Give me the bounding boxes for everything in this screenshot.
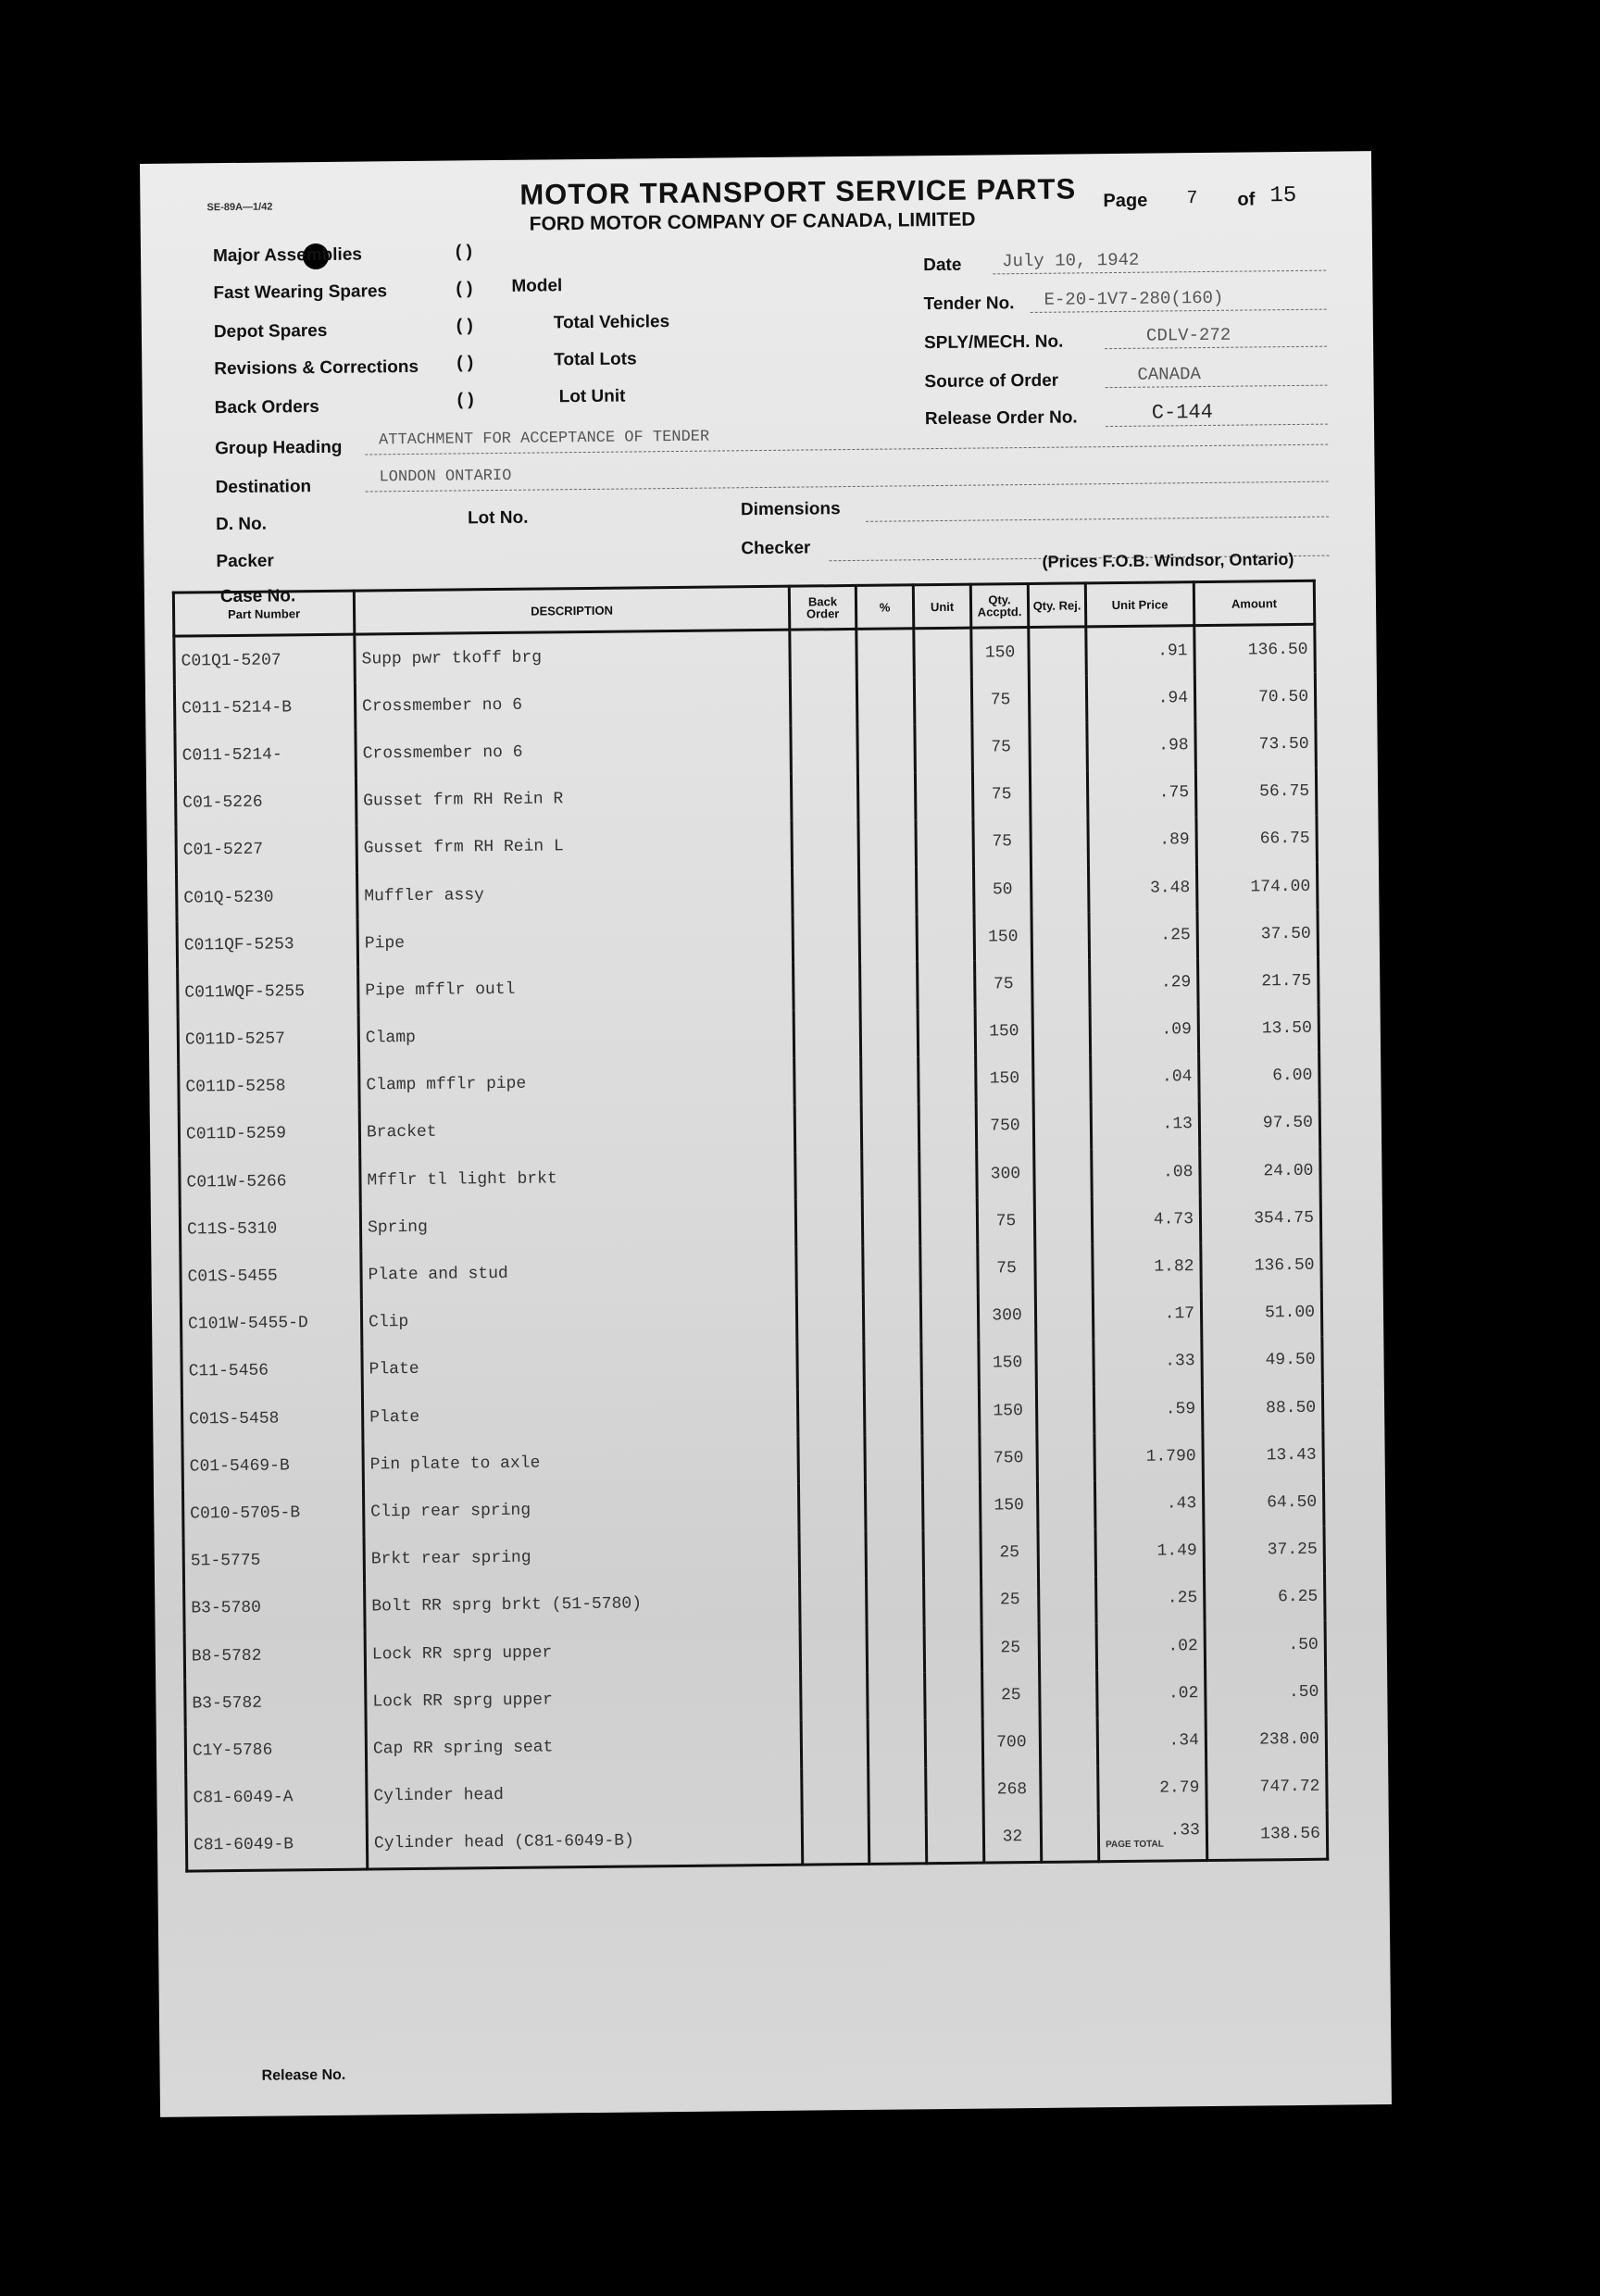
part-number-cell: C011D-5259 — [179, 1109, 360, 1158]
back-order-cell — [792, 867, 859, 916]
part-number-cell: C11S-5310 — [180, 1204, 361, 1254]
qty-rejected-cell — [1035, 1292, 1094, 1340]
part-number-cell: C01S-5458 — [181, 1394, 363, 1443]
amount-cell: .50 — [1205, 1621, 1326, 1670]
qty-accepted-cell: 75 — [975, 960, 1033, 1008]
prices-note: (Prices F.O.B. Windsor, Ontario) — [1042, 549, 1294, 571]
qty-accepted-cell: 300 — [977, 1150, 1035, 1198]
source-of-order-value: CANADA — [1137, 364, 1201, 385]
unit-price-cell: .25 — [1096, 1575, 1206, 1623]
unit-price-cell: .25 — [1089, 911, 1198, 959]
back-order-cell — [801, 1720, 869, 1768]
back-order-cell — [791, 725, 858, 773]
amount-cell: 13.43 — [1203, 1431, 1324, 1480]
back-order-cell — [794, 1009, 861, 1057]
back-order-cell — [798, 1436, 866, 1484]
tender-label: Tender No. — [923, 293, 1015, 315]
back-order-cell — [793, 915, 860, 963]
qty-accepted-cell: 25 — [982, 1671, 1041, 1719]
unit-cell — [926, 1814, 984, 1863]
form-sheet — [140, 151, 1392, 2117]
qty-accepted-cell: 750 — [976, 1103, 1034, 1151]
category-mark: ( ) — [456, 353, 474, 373]
back-order-cell — [797, 1341, 865, 1390]
sply-mech-value: CDLV-272 — [1145, 324, 1231, 346]
percent-cell — [867, 1625, 925, 1673]
qty-accepted-cell: 300 — [978, 1292, 1036, 1341]
unit-cell — [918, 1008, 976, 1056]
case-no-label: Case No. — [219, 586, 296, 607]
qty-rejected-cell — [1040, 1718, 1098, 1766]
qty-accepted-cell: 75 — [972, 771, 1031, 819]
unit-cell — [916, 867, 974, 915]
unit-price-cell: 3.48 — [1088, 864, 1197, 912]
category-mark: ( ) — [456, 279, 473, 299]
qty-rejected-cell — [1038, 1529, 1096, 1577]
qty-accepted-cell: 150 — [979, 1340, 1037, 1388]
description-cell: Cap RR spring seat — [366, 1721, 802, 1773]
unit-price-cell: .91 — [1086, 626, 1195, 676]
percent-cell — [858, 819, 917, 867]
unit-price-cell: .08 — [1092, 1148, 1201, 1196]
percent-cell — [864, 1341, 922, 1389]
amount-cell: 70.50 — [1194, 673, 1316, 722]
qty-accepted-cell: 700 — [982, 1718, 1041, 1766]
percent-cell — [869, 1767, 927, 1816]
description-cell: Lock RR sprg upper — [366, 1674, 802, 1726]
part-number-cell: C01Q1-5207 — [174, 634, 356, 685]
percent-cell — [857, 772, 916, 820]
description-cell: Clip rear spring — [363, 1484, 799, 1536]
page-label: Page — [1103, 190, 1148, 212]
description-cell: Gusset frm RH Rein R — [356, 773, 792, 825]
description-cell: Lock RR sprg upper — [365, 1627, 801, 1678]
description-cell: Clamp — [358, 1010, 794, 1062]
unit-cell — [924, 1625, 982, 1673]
qty-accepted-cell: 75 — [972, 723, 1031, 771]
unit-price-cell: .59 — [1094, 1385, 1203, 1433]
amount-cell: 6.00 — [1199, 1052, 1320, 1101]
description-cell: Pipe — [357, 916, 794, 967]
part-number-cell: C01Q-5230 — [177, 873, 358, 922]
qty-accepted-cell: 25 — [981, 1624, 1040, 1672]
description-cell: Plate — [362, 1390, 798, 1441]
qty-accepted-cell: 50 — [973, 866, 1031, 914]
category-mark: ( ) — [455, 242, 473, 262]
total-lots-label: Total Lots — [554, 349, 637, 370]
description-cell: Cylinder head (C81-6049-B) — [367, 1816, 803, 1869]
category-revisions: Revisions & Corrections — [214, 356, 419, 380]
destination-label: Destination — [215, 477, 312, 498]
col-back-order: Back Order — [789, 585, 856, 630]
total-vehicles-label: Total Vehicles — [553, 312, 670, 333]
percent-cell — [868, 1720, 926, 1768]
back-order-cell — [798, 1483, 866, 1531]
unit-cell — [921, 1340, 980, 1388]
part-number-cell: C81-6049-A — [186, 1773, 368, 1822]
parts-table — [172, 580, 1329, 1873]
sply-mech-label: SPLY/MECH. No. — [923, 331, 1064, 354]
unit-price-cell: .04 — [1091, 1054, 1200, 1102]
category-mark: ( ) — [456, 316, 473, 336]
percent-cell — [859, 914, 918, 962]
percent-cell — [863, 1293, 921, 1341]
unit-cell — [921, 1388, 980, 1436]
percent-cell — [866, 1530, 924, 1578]
qty-accepted-cell: 75 — [971, 676, 1030, 724]
category-major-assemblies: Major Assemblies — [212, 244, 363, 267]
unit-cell — [915, 771, 973, 819]
destination-value: LONDON ONTARIO — [379, 467, 512, 487]
part-number-cell: B8-5782 — [184, 1631, 366, 1680]
of-label: of — [1237, 189, 1256, 210]
amount-cell: 37.50 — [1197, 910, 1319, 959]
unit-price-cell: 1.82 — [1093, 1243, 1202, 1292]
description-cell: Crossmember no 6 — [355, 679, 791, 730]
description-cell: Clamp mfflr pipe — [359, 1057, 795, 1109]
amount-cell: 66.75 — [1196, 816, 1318, 865]
unit-cell — [925, 1672, 983, 1720]
category-depot-spares: Depot Spares — [213, 320, 328, 343]
unit-price-cell: .02 — [1097, 1669, 1206, 1717]
qty-accepted-cell: 150 — [971, 627, 1030, 676]
percent-cell — [856, 629, 915, 678]
qty-rejected-cell — [1032, 1007, 1091, 1055]
col-part-number: Part Number — [173, 591, 354, 636]
qty-accepted-cell: 150 — [976, 1055, 1034, 1104]
percent-cell — [867, 1578, 925, 1626]
qty-rejected-cell — [1034, 1197, 1093, 1245]
percent-cell — [857, 725, 916, 773]
amount-cell: 37.25 — [1204, 1526, 1325, 1575]
unit-price-cell: .02 — [1096, 1622, 1206, 1670]
qty-rejected-cell — [1030, 770, 1088, 818]
unit-price-cell: 1.790 — [1094, 1432, 1204, 1480]
col-description: DESCRIPTION — [354, 586, 789, 634]
unit-cell — [925, 1719, 983, 1767]
qty-rejected-cell — [1041, 1766, 1099, 1814]
percent-cell — [864, 1388, 922, 1436]
qty-accepted-cell: 150 — [979, 1387, 1037, 1435]
lot-unit-label: Lot Unit — [558, 386, 626, 407]
part-number-cell: C81-6049-B — [186, 1820, 368, 1871]
amount-cell: 88.50 — [1202, 1384, 1323, 1433]
percent-cell — [858, 867, 917, 915]
amount-cell: 73.50 — [1195, 720, 1317, 769]
part-number-cell: C011-5214-B — [174, 683, 356, 732]
amount-cell: 97.50 — [1199, 1100, 1320, 1149]
description-cell: Brkt rear spring — [364, 1531, 800, 1583]
unit-cell — [917, 914, 975, 962]
unit-price-cell: .98 — [1087, 721, 1196, 769]
back-order-cell — [801, 1673, 869, 1721]
qty-rejected-cell — [1040, 1670, 1098, 1718]
description-cell: Bracket — [359, 1105, 795, 1157]
unit-cell — [919, 1151, 978, 1199]
qty-rejected-cell — [1031, 817, 1089, 866]
amount-cell: .50 — [1206, 1668, 1327, 1717]
percent-cell — [869, 1815, 927, 1864]
part-number-cell: C1Y-5786 — [185, 1726, 367, 1775]
unit-cell — [916, 818, 974, 867]
description-cell: Plate and stud — [361, 1247, 797, 1299]
qty-rejected-cell — [1041, 1813, 1099, 1862]
unit-cell — [915, 724, 973, 772]
part-number-cell: C011WQF-5255 — [178, 967, 359, 1017]
back-order-cell — [796, 1246, 864, 1294]
unit-cell — [920, 1292, 979, 1341]
qty-accepted-cell: 75 — [978, 1244, 1036, 1292]
amount-cell: 136.50 — [1194, 624, 1316, 674]
part-number-cell: 51-5775 — [183, 1536, 365, 1585]
qty-rejected-cell — [1033, 1102, 1092, 1150]
unit-price-cell: .13 — [1091, 1101, 1200, 1149]
part-number-cell: B3-5780 — [184, 1583, 366, 1632]
amount-cell: 56.75 — [1195, 767, 1317, 817]
part-number-cell: C01-5469-B — [182, 1441, 364, 1491]
unit-price-cell: .43 — [1094, 1479, 1204, 1528]
percent-cell — [862, 1199, 920, 1247]
unit-cell — [924, 1577, 982, 1625]
unit-cell — [919, 1198, 978, 1246]
back-order-cell — [799, 1530, 867, 1578]
col-qty-rejected: Qty. Rej. — [1028, 583, 1085, 628]
description-cell: Supp pwr tkoff brg — [355, 630, 791, 683]
qty-rejected-cell — [1033, 1054, 1092, 1103]
description-cell: Plate — [362, 1341, 798, 1393]
part-number-cell: C011-5214- — [175, 730, 356, 780]
qty-accepted-cell: 750 — [980, 1434, 1038, 1482]
release-order-label: Release Order No. — [924, 407, 1078, 430]
percent-cell — [865, 1435, 923, 1483]
qty-rejected-cell — [1036, 1386, 1094, 1434]
description-cell: Muffler assy — [357, 868, 794, 920]
group-heading-value: ATTACHMENT FOR ACCEPTANCE OF TENDER — [379, 428, 710, 450]
unit-cell — [919, 1103, 977, 1151]
back-order-cell — [792, 820, 859, 868]
qty-rejected-cell — [1034, 1149, 1093, 1197]
part-number-cell: C01-5227 — [176, 825, 357, 874]
qty-accepted-cell: 268 — [983, 1766, 1042, 1814]
qty-accepted-cell: 25 — [981, 1529, 1039, 1578]
back-order-cell — [802, 1767, 869, 1816]
qty-rejected-cell — [1031, 865, 1089, 913]
unit-cell — [922, 1482, 981, 1530]
tender-value: E-20-1V7-280(160) — [1044, 287, 1224, 310]
back-order-cell — [791, 773, 858, 821]
amount-cell: 6.25 — [1205, 1573, 1326, 1622]
percent-cell — [868, 1672, 926, 1720]
company-name: FORD MOTOR COMPANY OF CANADA, LIMITED — [529, 208, 976, 235]
category-mark: ( ) — [456, 390, 474, 410]
unit-price-cell: .89 — [1088, 817, 1197, 865]
unit-price-cell: .33 PAGE TOTAL — [1098, 1812, 1207, 1862]
percent-cell — [856, 677, 915, 725]
unit-price-cell: .17 — [1093, 1291, 1202, 1339]
amount-cell: 51.00 — [1201, 1289, 1322, 1338]
checker-label: Checker — [741, 538, 811, 559]
part-number-cell: C011QF-5253 — [177, 920, 358, 969]
unit-price-cell: 1.49 — [1095, 1528, 1205, 1576]
qty-rejected-cell — [1035, 1244, 1094, 1292]
category-fast-wearing-spares: Fast Wearing Spares — [213, 281, 388, 304]
percent-cell — [861, 1056, 919, 1104]
percent-cell — [862, 1151, 920, 1199]
qty-accepted-cell: 150 — [980, 1481, 1038, 1529]
part-number-cell: C01S-5455 — [181, 1252, 362, 1301]
unit-price-cell: .75 — [1087, 769, 1196, 817]
qty-rejected-cell — [1031, 912, 1090, 960]
unit-cell — [922, 1435, 981, 1483]
page-number: 7 — [1186, 188, 1198, 210]
part-number-cell: C011W-5266 — [180, 1157, 361, 1206]
qty-rejected-cell — [1036, 1339, 1094, 1387]
back-order-cell — [800, 1626, 868, 1674]
unit-cell — [923, 1529, 981, 1578]
qty-rejected-cell — [1039, 1623, 1097, 1671]
page-total-label: PAGE TOTAL — [1106, 1839, 1164, 1851]
qty-rejected-cell — [1032, 960, 1091, 1008]
unit-cell — [914, 628, 972, 677]
back-order-cell — [794, 1057, 862, 1105]
qty-accepted-cell: 32 — [983, 1814, 1042, 1863]
qty-accepted-cell: 75 — [977, 1197, 1035, 1245]
unit-price-cell: 2.79 — [1098, 1765, 1207, 1813]
part-number-cell: C010-5705-B — [182, 1489, 364, 1538]
back-order-cell — [790, 629, 857, 678]
unit-cell — [919, 1055, 977, 1104]
back-order-cell — [802, 1816, 869, 1865]
amount-cell: 747.72 — [1206, 1763, 1328, 1812]
unit-price-cell: .94 — [1086, 674, 1195, 722]
packer-label: Packer — [216, 551, 274, 572]
unit-cell — [914, 677, 972, 725]
qty-rejected-cell — [1029, 627, 1087, 676]
part-number-cell: C01-5226 — [175, 778, 356, 827]
qty-rejected-cell — [1030, 723, 1088, 771]
description-cell: Cylinder head — [367, 1768, 803, 1820]
date-value: July 10, 1942 — [1002, 249, 1140, 272]
qty-accepted-cell: 75 — [973, 818, 1031, 867]
col-qty-accepted: Qty. Accptd. — [970, 584, 1028, 629]
col-unit-price: Unit Price — [1085, 582, 1194, 627]
model-label: Model — [511, 276, 563, 296]
unit-cell — [926, 1766, 984, 1815]
percent-cell — [860, 1009, 919, 1057]
part-number-cell: C011D-5258 — [179, 1062, 360, 1111]
group-heading-label: Group Heading — [215, 437, 343, 459]
description-cell: Bolt RR sprg brkt (51-5780) — [365, 1578, 801, 1630]
description-cell: Crossmember no 6 — [356, 726, 792, 778]
percent-cell — [863, 1246, 921, 1294]
amount-cell: 49.50 — [1202, 1337, 1323, 1386]
back-order-cell — [796, 1294, 864, 1342]
date-label: Date — [923, 255, 962, 276]
qty-accepted-cell: 150 — [975, 1007, 1033, 1055]
unit-price-cell: .34 — [1097, 1716, 1206, 1765]
back-order-cell — [790, 678, 857, 726]
qty-rejected-cell — [1037, 1481, 1095, 1529]
col-amount: Amount — [1194, 580, 1314, 625]
amount-cell: 64.50 — [1203, 1479, 1324, 1528]
source-of-order-label: Source of Order — [924, 370, 1059, 393]
part-number-cell: C011D-5257 — [178, 1015, 359, 1064]
unit-price-cell: .29 — [1090, 958, 1199, 1006]
unit-price-cell: .33 — [1094, 1338, 1203, 1386]
amount-cell: 138.56 — [1206, 1810, 1328, 1860]
description-cell: Mfflr tl light brkt — [360, 1153, 796, 1204]
part-number-cell: C11-5456 — [181, 1346, 363, 1395]
unit-price-cell: .09 — [1090, 1006, 1199, 1054]
qty-accepted-cell: 25 — [981, 1577, 1040, 1625]
d-no-label: D. No. — [215, 514, 268, 535]
back-order-cell — [800, 1578, 868, 1627]
description-cell: Pin plate to axle — [363, 1437, 799, 1489]
amount-cell: 238.00 — [1206, 1716, 1327, 1765]
category-back-orders: Back Orders — [214, 397, 319, 418]
back-order-cell — [795, 1152, 863, 1200]
part-number-cell: B3-5782 — [185, 1678, 367, 1728]
back-order-cell — [794, 962, 861, 1010]
unit-cell — [918, 961, 976, 1009]
unit-price-cell: 4.73 — [1092, 1195, 1201, 1243]
page-total: 15 — [1269, 182, 1297, 209]
back-order-cell — [795, 1199, 863, 1247]
lot-no-label: Lot No. — [467, 507, 529, 529]
unit-cell — [920, 1245, 979, 1293]
amount-cell: 174.00 — [1196, 863, 1318, 912]
amount-cell: 136.50 — [1201, 1242, 1322, 1291]
col-unit: Unit — [913, 584, 970, 629]
qty-accepted-cell: 150 — [974, 913, 1032, 961]
dimensions-label: Dimensions — [740, 499, 841, 520]
form-code: SE-89A—1/42 — [206, 201, 273, 214]
col-percent: % — [856, 585, 913, 630]
part-number-cell: C101W-5455-D — [181, 1299, 362, 1348]
qty-rejected-cell — [1029, 676, 1087, 724]
percent-cell — [860, 962, 919, 1010]
description-cell: Gusset frm RH Rein L — [356, 820, 793, 872]
qty-rejected-cell — [1037, 1433, 1095, 1481]
description-cell: Pipe mfflr outl — [358, 963, 794, 1015]
percent-cell — [861, 1104, 919, 1152]
percent-cell — [865, 1483, 923, 1531]
form-title: MOTOR TRANSPORT SERVICE PARTS — [519, 172, 1077, 211]
back-order-cell — [794, 1104, 862, 1153]
release-no-label: Release No. — [261, 2066, 346, 2084]
release-order-value: C-144 — [1151, 400, 1214, 425]
description-cell: Clip — [361, 1294, 797, 1346]
qty-rejected-cell — [1039, 1576, 1097, 1624]
amount-cell: 24.00 — [1200, 1147, 1321, 1196]
amount-cell: 21.75 — [1198, 957, 1319, 1006]
back-order-cell — [797, 1389, 865, 1437]
amount-cell: 13.50 — [1198, 1004, 1319, 1054]
description-cell: Spring — [360, 1200, 796, 1252]
amount-cell: 354.75 — [1200, 1194, 1321, 1243]
